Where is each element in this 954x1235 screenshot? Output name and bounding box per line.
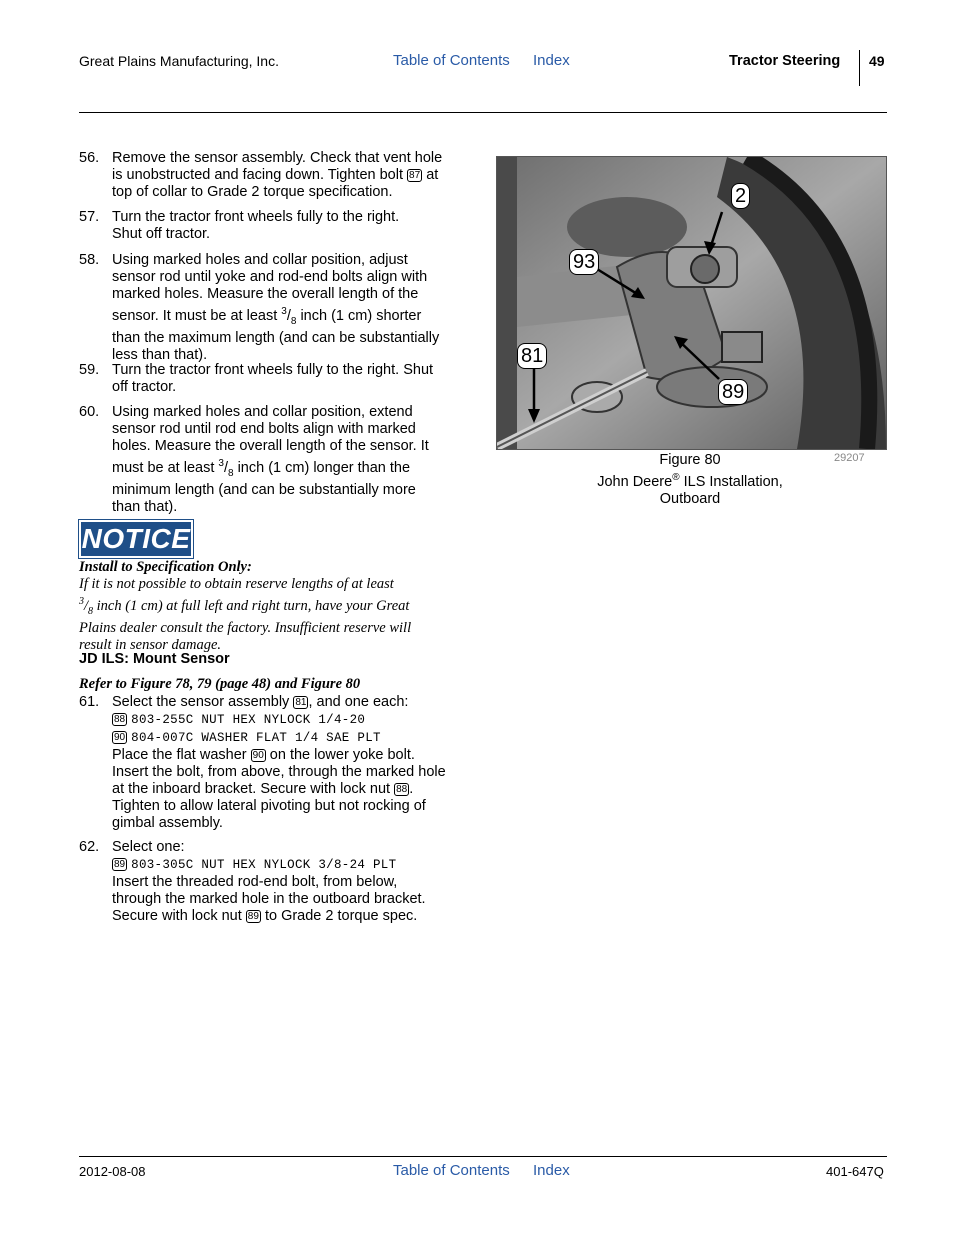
step-60: 60. Using marked holes and collar position, extend sensor rod until rod end bolts align with marked holes. Measure the overall length of the sensor. It must be at least $^3/_8$ inch (1 cm) longer than the minimum length (and can be substantially more than that). xyxy=(79,404,429,515)
section-title: Tractor Steering xyxy=(729,53,841,69)
callout-88: 88 xyxy=(114,714,126,725)
notice-badge: NOTICE xyxy=(79,520,193,558)
toc-link-footer[interactable]: Table of Contents xyxy=(393,1162,510,1179)
refer-line: Refer to Figure 78, 79 (page 48) and Figure 80 xyxy=(79,676,361,692)
footer-rule xyxy=(79,1156,887,1157)
step-62: 62. Select one: 89 803-305C NUT HEX NYLOCK 3/8-24 PLT Insert the threaded rod-end bolt, from below, through the marked hole in the outboard bracket. Secure with lock nut 89 to Grade 2 torque spec. xyxy=(79,839,426,924)
doc-number: 401-647Q xyxy=(826,1164,884,1179)
figure-caption: Figure 80 John Deere® ILS Installation, Outboard xyxy=(597,452,783,507)
step-61: 61. Select the sensor assembly 81 , and one each: 88 803-255C NUT HEX NYLOCK 1/4-20 90 804-007C WASHER FLAT 1/4 SAE PLT Place the flat washer 90 on the lower yoke bolt. Insert the bolt, from above, through the marked hole at the inboard bracket. Secure with lock nut 88 . Tighten to allow lateral pivoting but not rocking of gimbal assembly. xyxy=(79,694,446,831)
index-link-header[interactable]: Index xyxy=(533,52,570,69)
step-59: 59. Turn the tractor front wheels fully to the right. Shut off tractor. xyxy=(79,362,434,395)
step-56: 56. Remove the sensor assembly. Check that vent hole is unobstructed and facing down. Tighten bolt 87 at top of collar to Grade 2 torque specification. xyxy=(79,150,443,200)
step-57: 57. Turn the tractor front wheels fully to the right. Shut off tractor. xyxy=(79,209,400,242)
figure-callout-93: 93 xyxy=(569,249,599,275)
callout-81: 81 xyxy=(295,697,307,708)
notice-text: Install to Specification Only: If it is not possible to obtain reserve lengths of at least $^3/_8$ inch (1 cm) at full left and right turn, have your Great Plains dealer consult the factory. Insufficient reserve will result in sensor damage. xyxy=(79,559,412,653)
page-number: 49 xyxy=(869,53,885,69)
company-name: Great Plains Manufacturing, Inc. xyxy=(79,53,279,69)
figure-photo xyxy=(496,156,887,450)
footer-date: 2012-08-08 xyxy=(79,1164,146,1179)
image-id: 29207 xyxy=(834,452,865,464)
callout-89: 89 xyxy=(114,859,126,870)
callout-90: 90 xyxy=(114,732,126,743)
figure-callout-89: 89 xyxy=(718,379,748,405)
section-heading: JD ILS: Mount Sensor xyxy=(79,651,230,667)
fraction-3-8: $^3/_8$ xyxy=(281,306,297,327)
fraction-3-8: $^3/_8$ xyxy=(218,458,234,479)
toc-link-header[interactable]: Table of Contents xyxy=(393,52,510,69)
figure-callout-2: 2 xyxy=(731,183,750,209)
step-58: 58. Using marked holes and collar position, adjust sensor rod until yoke and rod-end bolts align with marked holes. Measure the overall length of the sensor. It must be at least $^3/_8$ inch (1 cm) shorter than the maximum length (and can be substantially less than that). xyxy=(79,252,440,363)
header-divider xyxy=(859,50,860,86)
photo-illustration xyxy=(497,157,886,449)
index-link-footer[interactable]: Index xyxy=(533,1162,570,1179)
figure-callout-81: 81 xyxy=(517,343,547,369)
callout-87: 87 xyxy=(409,170,421,181)
header-rule xyxy=(79,112,887,113)
